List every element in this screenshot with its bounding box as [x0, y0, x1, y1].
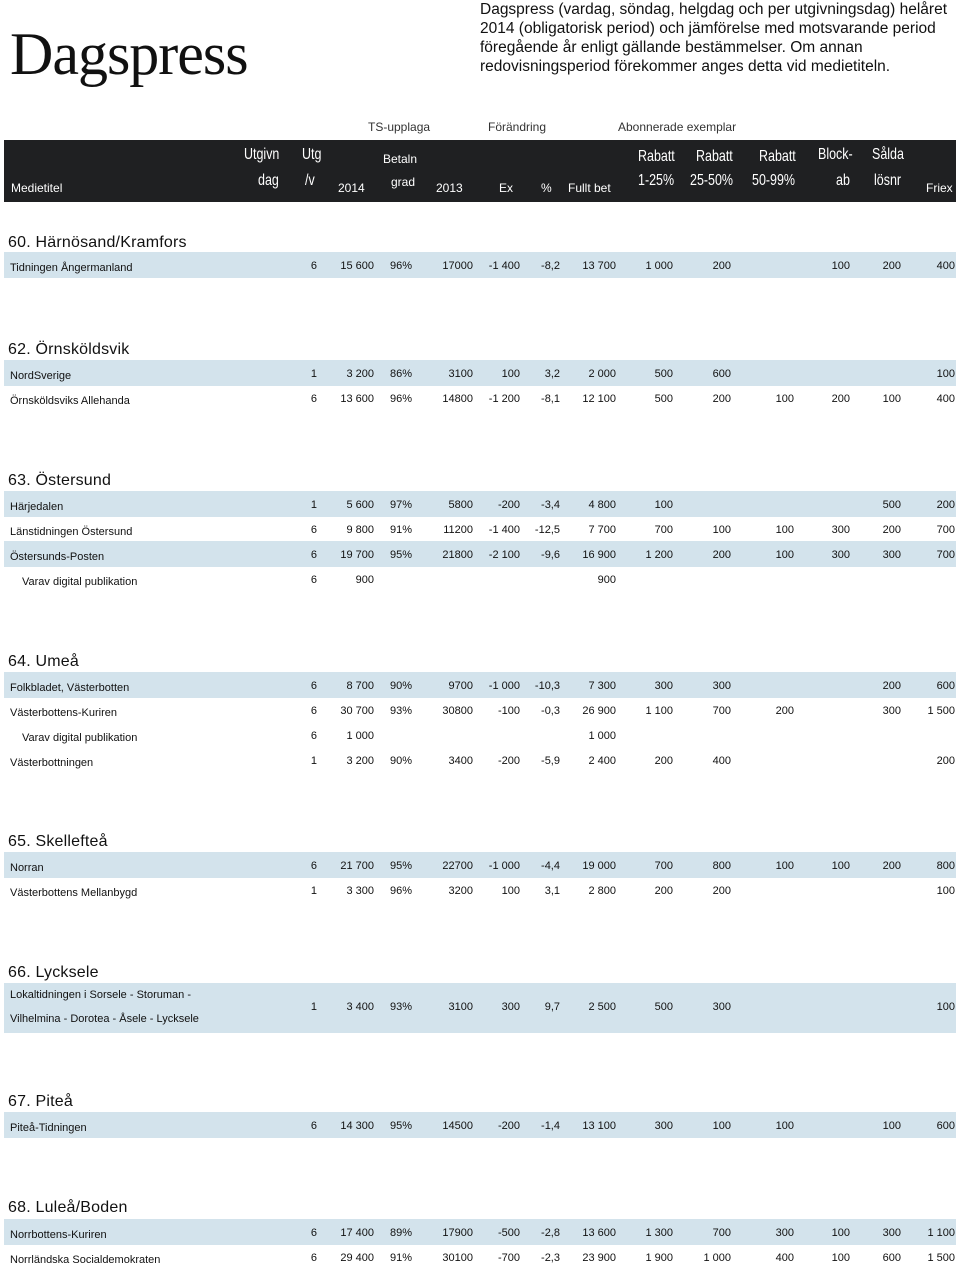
- cell-ts2014: 15 600: [340, 260, 374, 272]
- cell-r3: 100: [775, 1120, 794, 1132]
- cell-ts2014: 3 200: [346, 368, 374, 380]
- cell-r3: 100: [775, 524, 794, 536]
- cell-ts2013: 3400: [448, 755, 473, 767]
- cell-r3: 100: [775, 393, 794, 405]
- cell-pct: -4,4: [541, 860, 560, 872]
- cell-r1: 300: [654, 680, 673, 692]
- cell-pct: -12,5: [534, 524, 560, 536]
- section-heading: 62. Örnsköldsvik: [8, 341, 130, 358]
- cell-pct: -8,2: [541, 260, 560, 272]
- cell-betaln: 91%: [389, 1252, 412, 1264]
- cell-friex: 400: [936, 260, 955, 272]
- col-ex: Ex: [499, 181, 514, 195]
- cell-betaln: 96%: [389, 393, 412, 405]
- cell-utg: 1: [310, 1001, 317, 1013]
- cell-utg: 6: [310, 574, 317, 586]
- cell-friex: 400: [936, 393, 955, 405]
- col-rabatt-50-99-2: 50-99%: [752, 172, 796, 189]
- row-title: Östersunds-Posten: [10, 551, 105, 563]
- cell-ex: -200: [497, 755, 520, 767]
- cell-r1: 500: [654, 1001, 673, 1013]
- table-row: [4, 877, 956, 903]
- cell-utg: 6: [310, 1227, 317, 1239]
- table-row: [4, 516, 956, 542]
- col-utgivn-dag-2: dag: [258, 172, 279, 189]
- cell-utg: 1: [310, 755, 317, 767]
- section-heading: 63. Östersund: [8, 472, 112, 489]
- group-abonnerade: Abonnerade exemplar: [618, 120, 737, 134]
- cell-pct: -2,8: [541, 1227, 560, 1239]
- cell-friex: 700: [936, 549, 955, 561]
- col-utg-v-2: /v: [305, 172, 315, 189]
- page-title: Dagspress: [10, 21, 248, 87]
- cell-r3: 400: [775, 1252, 794, 1264]
- cell-salda: 500: [882, 499, 901, 511]
- cell-salda: 300: [882, 1227, 901, 1239]
- row-title: Västerbottens Mellanbygd: [10, 887, 138, 899]
- cell-friex: 1 500: [927, 705, 955, 717]
- cell-friex: 100: [936, 368, 955, 380]
- cell-ts2013: 14500: [442, 1120, 473, 1132]
- cell-r1: 1 300: [645, 1227, 673, 1239]
- row-title: Västerbottningen: [10, 757, 94, 769]
- cell-betaln: 93%: [389, 1001, 412, 1013]
- cell-utg: 6: [310, 1120, 317, 1132]
- row-title: NordSverige: [10, 370, 72, 382]
- cell-ts2014: 9 800: [346, 524, 374, 536]
- table-row: [4, 252, 956, 278]
- cell-ex: -200: [497, 1120, 520, 1132]
- cell-betaln: 89%: [389, 1227, 412, 1239]
- col-blockab-1: Block-: [818, 146, 853, 163]
- cell-utg: 6: [310, 705, 317, 717]
- cell-ts2013: 3100: [448, 368, 473, 380]
- cell-ts2013: 3100: [448, 1001, 473, 1013]
- cell-ts2014: 8 700: [346, 680, 374, 692]
- row-title: Varav digital publikation: [22, 732, 138, 744]
- cell-ex: 100: [501, 885, 520, 897]
- table-row: [4, 385, 956, 411]
- cell-fullt: 900: [597, 574, 616, 586]
- cell-salda: 200: [882, 260, 901, 272]
- cell-ex: -200: [497, 499, 520, 511]
- cell-block: 300: [831, 524, 850, 536]
- cell-r2: 300: [712, 1001, 731, 1013]
- cell-salda: 100: [882, 393, 901, 405]
- cell-ts2014: 1 000: [346, 730, 374, 742]
- cell-pct: 9,7: [544, 1001, 560, 1013]
- cell-betaln: 95%: [389, 860, 412, 872]
- cell-fullt: 7 300: [588, 680, 616, 692]
- cell-fullt: 2 400: [588, 755, 616, 767]
- row-title: Norrbottens-Kuriren: [10, 1229, 107, 1241]
- intro-text: Dagspress (vardag, söndag, helgdag och per utgivningsdag) helåret 2014 (obligatorisk period) och jämförelse med motsvarande period föregående år enligt gällande bestämmelser. Om annan redovisningsperiod förekommer anges detta vid medietiteln.: [480, 1, 948, 75]
- cell-ts2014: 30 700: [340, 705, 374, 717]
- cell-fullt: 12 100: [582, 393, 616, 405]
- row-title: Västerbottens-Kuriren: [10, 707, 117, 719]
- cell-ex: -700: [497, 1252, 520, 1264]
- col-medietitel: Medietitel: [11, 181, 63, 195]
- cell-fullt: 2 500: [588, 1001, 616, 1013]
- cell-fullt: 23 900: [582, 1252, 616, 1264]
- cell-betaln: 95%: [389, 549, 412, 561]
- cell-fullt: 19 000: [582, 860, 616, 872]
- cell-betaln: 97%: [389, 499, 412, 511]
- cell-ts2013: 11200: [443, 524, 473, 536]
- cell-r2: 200: [712, 549, 731, 561]
- cell-friex: 100: [936, 885, 955, 897]
- cell-block: 100: [831, 860, 850, 872]
- table-row: [4, 360, 956, 386]
- cell-betaln: 90%: [389, 680, 412, 692]
- cell-pct: -5,9: [541, 755, 560, 767]
- cell-ex: -1 400: [488, 260, 520, 272]
- cell-ts2013: 30100: [442, 1252, 473, 1264]
- cell-pct: -10,3: [534, 680, 560, 692]
- section-heading: 60. Härnösand/Kramfors: [8, 234, 187, 251]
- cell-friex: 200: [936, 499, 955, 511]
- cell-pct: -9,6: [541, 549, 560, 561]
- cell-ts2013: 5800: [448, 499, 473, 511]
- col-rabatt-50-99-1: Rabatt: [759, 148, 796, 165]
- cell-r2: 400: [712, 755, 731, 767]
- cell-fullt: 7 700: [588, 524, 616, 536]
- cell-utg: 1: [310, 499, 317, 511]
- cell-pct: -8,1: [541, 393, 560, 405]
- cell-ts2014: 900: [355, 574, 374, 586]
- cell-salda: 300: [882, 549, 901, 561]
- cell-betaln: 96%: [389, 885, 412, 897]
- cell-r1: 200: [654, 755, 673, 767]
- cell-ts2014: 14 300: [340, 1120, 374, 1132]
- cell-fullt: 13 700: [582, 260, 616, 272]
- col-salda-losnr-1: Sålda: [872, 146, 904, 163]
- cell-utg: 6: [310, 730, 317, 742]
- table-row: [4, 852, 956, 878]
- cell-ts2013: 9700: [448, 680, 473, 692]
- cell-utg: 6: [310, 549, 317, 561]
- cell-r1: 200: [654, 885, 673, 897]
- cell-betaln: 95%: [389, 1120, 412, 1132]
- cell-fullt: 13 100: [582, 1120, 616, 1132]
- row-title: Norrländska Socialdemokraten: [10, 1254, 161, 1266]
- cell-ex: 300: [501, 1001, 520, 1013]
- cell-r2: 800: [712, 860, 731, 872]
- row-title: [10, 983, 199, 1031]
- col-fullt-bet: Fullt bet: [568, 181, 611, 195]
- cell-ts2013: 30800: [442, 705, 473, 717]
- col-utgivn-dag-1: Utgivn: [244, 146, 280, 163]
- col-friex: Friex: [926, 181, 953, 195]
- table-row: [4, 1244, 956, 1270]
- column-header-bar: [4, 140, 956, 202]
- cell-ts2013: 3200: [448, 885, 473, 897]
- cell-salda: 200: [882, 680, 901, 692]
- cell-fullt: 2 000: [588, 368, 616, 380]
- cell-friex: 700: [936, 524, 955, 536]
- cell-ts2013: 21800: [442, 549, 473, 561]
- cell-r1: 1 900: [645, 1252, 673, 1264]
- col-rabatt-1-25-2: 1-25%: [638, 172, 675, 189]
- table-row: [4, 722, 956, 748]
- table-row: [4, 983, 956, 1033]
- cell-ts2013: 17900: [442, 1227, 473, 1239]
- cell-friex: 600: [936, 1120, 955, 1132]
- col-pct: %: [541, 181, 552, 195]
- cell-r3: 100: [775, 549, 794, 561]
- cell-block: 100: [831, 260, 850, 272]
- cell-r1: 1 200: [645, 549, 673, 561]
- cell-salda: 200: [882, 524, 901, 536]
- cell-r1: 1 100: [645, 705, 673, 717]
- cell-r2: 100: [712, 1120, 731, 1132]
- cell-friex: 100: [936, 1001, 955, 1013]
- cell-ex: -1 400: [488, 524, 520, 536]
- cell-r2: 1 000: [703, 1252, 731, 1264]
- section-heading: 65. Skellefteå: [8, 833, 108, 850]
- cell-betaln: 93%: [389, 705, 412, 717]
- cell-ex: -2 100: [488, 549, 520, 561]
- cell-friex: 600: [936, 680, 955, 692]
- row-title: Piteå-Tidningen: [10, 1122, 87, 1134]
- section-heading: 66. Lycksele: [8, 964, 99, 981]
- row-title: Folkbladet, Västerbotten: [10, 682, 130, 694]
- col-rabatt-25-50-2: 25-50%: [690, 172, 734, 189]
- cell-salda: 300: [882, 705, 901, 717]
- cell-ts2014: 17 400: [340, 1227, 374, 1239]
- cell-fullt: 2 800: [588, 885, 616, 897]
- cell-ex: -100: [497, 705, 520, 717]
- table-row: [4, 1112, 956, 1138]
- cell-ts2014: 19 700: [340, 549, 374, 561]
- group-ts-upplaga: TS-upplaga: [368, 120, 431, 134]
- cell-utg: 6: [310, 260, 317, 272]
- cell-fullt: 16 900: [582, 549, 616, 561]
- cell-ex: -1 000: [488, 680, 520, 692]
- cell-r2: 700: [712, 705, 731, 717]
- row-title: Länstidningen Östersund: [10, 526, 133, 538]
- col-rabatt-25-50-1: Rabatt: [696, 148, 733, 165]
- cell-block: 300: [831, 549, 850, 561]
- cell-r2: 600: [712, 368, 731, 380]
- cell-r2: 700: [712, 1227, 731, 1239]
- cell-betaln: 91%: [389, 524, 412, 536]
- table-row: [4, 697, 956, 723]
- cell-r1: 100: [654, 499, 673, 511]
- cell-block: 200: [831, 393, 850, 405]
- cell-betaln: 90%: [389, 755, 412, 767]
- cell-ts2013: 17000: [442, 260, 473, 272]
- cell-r2: 200: [712, 393, 731, 405]
- cell-r1: 300: [654, 1120, 673, 1132]
- table-row: [4, 491, 956, 517]
- table-row: [4, 672, 956, 698]
- section-heading: 64. Umeå: [8, 653, 79, 670]
- cell-friex: 1 100: [927, 1227, 955, 1239]
- row-title-line: Lokaltidningen i Sorsele - Storuman -: [10, 989, 191, 1001]
- cell-ex: -500: [497, 1227, 520, 1239]
- cell-betaln: 86%: [389, 368, 412, 380]
- row-title-line: Vilhelmina - Dorotea - Åsele - Lycksele: [10, 1013, 199, 1025]
- cell-r1: 700: [654, 524, 673, 536]
- col-rabatt-1-25-1: Rabatt: [638, 148, 675, 165]
- group-forandring: Förändring: [488, 120, 547, 134]
- cell-ts2013: 22700: [442, 860, 473, 872]
- row-title: Tidningen Ångermanland: [10, 262, 133, 274]
- cell-utg: 6: [310, 524, 317, 536]
- cell-friex: 1 500: [927, 1252, 955, 1264]
- cell-ts2014: 13 600: [340, 393, 374, 405]
- cell-fullt: 1 000: [588, 730, 616, 742]
- table-row: [4, 1219, 956, 1245]
- cell-fullt: 4 800: [588, 499, 616, 511]
- cell-ex: -1 200: [488, 393, 520, 405]
- row-title: Varav digital publikation: [22, 576, 138, 588]
- cell-pct: -3,4: [541, 499, 560, 511]
- cell-salda: 600: [882, 1252, 901, 1264]
- cell-r2: 300: [712, 680, 731, 692]
- section-heading: 67. Piteå: [8, 1093, 73, 1110]
- cell-r3: 100: [775, 860, 794, 872]
- row-title: Örnsköldsviks Allehanda: [10, 395, 130, 407]
- cell-ts2014: 29 400: [340, 1252, 374, 1264]
- cell-utg: 6: [310, 680, 317, 692]
- cell-ts2014: 3 300: [346, 885, 374, 897]
- cell-ts2013: 14800: [442, 393, 473, 405]
- cell-block: 100: [831, 1252, 850, 1264]
- cell-r1: 500: [654, 393, 673, 405]
- col-blockab-2: ab: [836, 172, 850, 189]
- cell-r2: 200: [712, 260, 731, 272]
- table-row: [4, 541, 956, 567]
- row-title: Härjedalen: [10, 501, 64, 513]
- cell-pct: -1,4: [541, 1120, 560, 1132]
- cell-friex: 800: [936, 860, 955, 872]
- table-row: [4, 566, 956, 592]
- col-betaln-2: grad: [391, 175, 416, 189]
- col-utg-v-1: Utg: [302, 146, 322, 163]
- cell-friex: 200: [936, 755, 955, 767]
- cell-r2: 100: [712, 524, 731, 536]
- col-salda-losnr-2: lösnr: [874, 172, 902, 189]
- cell-ts2014: 3 400: [346, 1001, 374, 1013]
- cell-fullt: 26 900: [582, 705, 616, 717]
- cell-salda: 100: [882, 1120, 901, 1132]
- row-title: Norran: [10, 862, 44, 874]
- cell-utg: 1: [310, 885, 317, 897]
- cell-salda: 200: [882, 860, 901, 872]
- cell-ts2014: 5 600: [346, 499, 374, 511]
- col-betaln-1: Betaln: [383, 152, 418, 166]
- cell-ts2014: 3 200: [346, 755, 374, 767]
- table-row: [4, 747, 956, 773]
- cell-r1: 1 000: [645, 260, 673, 272]
- cell-r1: 500: [654, 368, 673, 380]
- cell-pct: -2,3: [541, 1252, 560, 1264]
- cell-ts2014: 21 700: [340, 860, 374, 872]
- cell-block: 100: [831, 1227, 850, 1239]
- cell-pct: 3,1: [544, 885, 560, 897]
- cell-utg: 6: [310, 860, 317, 872]
- cell-r1: 700: [654, 860, 673, 872]
- cell-utg: 6: [310, 1252, 317, 1264]
- cell-pct: -0,3: [541, 705, 560, 717]
- cell-betaln: 96%: [389, 260, 412, 272]
- cell-utg: 6: [310, 393, 317, 405]
- col-2014: 2014: [338, 181, 365, 195]
- cell-pct: 3,2: [544, 368, 560, 380]
- col-2013: 2013: [436, 181, 463, 195]
- cell-ex: -1 000: [488, 860, 520, 872]
- cell-ex: 100: [501, 368, 520, 380]
- cell-r3: 300: [775, 1227, 794, 1239]
- cell-r2: 200: [712, 885, 731, 897]
- section-heading: 68. Luleå/Boden: [8, 1199, 128, 1216]
- cell-r3: 200: [775, 705, 794, 717]
- cell-fullt: 13 600: [582, 1227, 616, 1239]
- cell-utg: 1: [310, 368, 317, 380]
